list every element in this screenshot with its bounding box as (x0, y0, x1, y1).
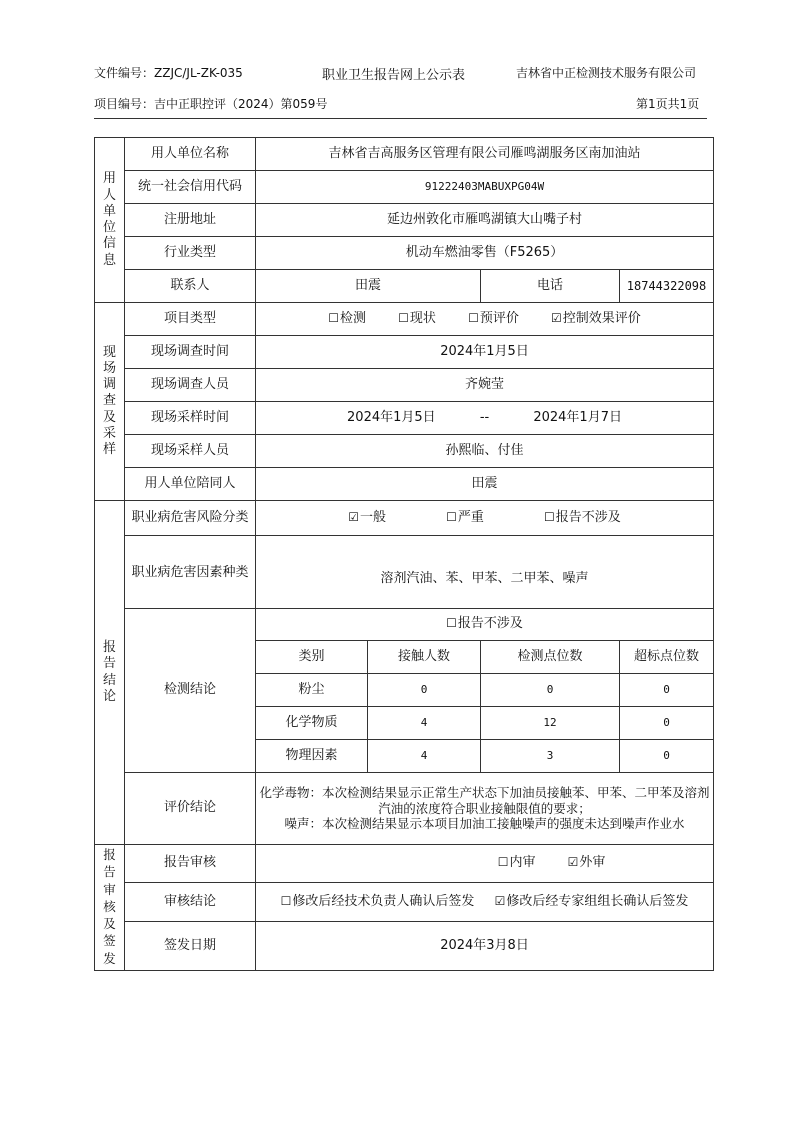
survey-time: 2024年1月5日 (256, 336, 714, 369)
checkbox-icon: ☐ (280, 893, 292, 908)
option-label: 修改后经专家组组长确认后签发 (506, 893, 689, 909)
table-header-points: 检测点位数 (481, 641, 620, 674)
option-label: 一般 (359, 509, 386, 525)
section-report-conclusion (95, 501, 125, 845)
project-type-option[interactable] (328, 311, 366, 327)
issue-date: 2024年3月8日 (256, 922, 714, 971)
conclusion-label: 审核结论 (125, 883, 256, 922)
review-label: 报告审核 (125, 845, 256, 883)
contact-person: 田震 (256, 270, 481, 303)
checked-checkbox-icon: ☑ (551, 310, 562, 325)
table-cell: 4 (368, 707, 481, 740)
project-type-option[interactable] (551, 311, 641, 327)
address: 延边州敦化市雁鸣湖镇大山嘴子村 (256, 204, 714, 237)
checked-checkbox-icon: ☑ (567, 855, 579, 870)
escort: 田震 (256, 468, 714, 501)
option-label: 检测 (340, 310, 367, 326)
hazard-factors: 溶剂汽油、苯、甲苯、二甲苯、噪声 (256, 536, 714, 609)
evaluation-noise: 噪声：本次检测结果显示本项目加油工接触噪声的强度未达到噪声作业水 (284, 816, 685, 832)
project-type-label: 项目类型 (125, 303, 256, 336)
table-header-category: 类别 (256, 641, 368, 674)
risk-option[interactable] (544, 510, 621, 526)
employer-name-label: 用人单位名称 (125, 138, 256, 171)
disclosure-form (94, 137, 714, 971)
section-review-label: 报 告 审 核 及 签 发 (103, 847, 116, 966)
project-type-option[interactable] (468, 311, 519, 327)
industry-label: 行业类型 (125, 237, 256, 270)
surveyor-label: 现场调查人员 (125, 369, 256, 402)
risk-label: 职业病危害风险分类 (125, 501, 256, 536)
option-label: 现状 (409, 310, 436, 326)
header-divider (94, 118, 707, 119)
project-type-option[interactable] (398, 311, 436, 327)
sampling-time-label: 现场采样时间 (125, 402, 256, 435)
document-title: 职业卫生报告网上公示表 (322, 68, 466, 83)
industry-type: 机动车燃油零售（F5265） (256, 237, 714, 270)
risk-option[interactable] (446, 510, 484, 526)
section-report-label: 报 告 结 论 (102, 640, 116, 704)
checkbox-icon: ☐ (446, 509, 457, 524)
sampling-separator: -- (479, 409, 490, 425)
option-label: 预评价 (479, 310, 519, 326)
table-cell: 4 (368, 740, 481, 773)
option-label: 内审 (509, 855, 536, 871)
checkbox-icon: ☐ (497, 855, 509, 870)
sampling-start: 2024年1月5日 (347, 409, 436, 425)
review-option[interactable] (568, 855, 606, 871)
table-cell: 化学物质 (256, 707, 368, 740)
section-review-issue (95, 845, 125, 971)
option-label: 修改后经技术负责人确认后签发 (292, 893, 475, 909)
surveyor: 齐婉莹 (256, 369, 714, 402)
checkbox-icon: ☐ (446, 616, 457, 631)
table-header-exceed: 超标点位数 (620, 641, 714, 674)
contact-label: 联系人 (125, 270, 256, 303)
risk-option[interactable] (348, 510, 386, 526)
checkbox-icon: ☐ (398, 310, 409, 325)
option-label: 严重 (457, 509, 484, 525)
detection-label: 检测结论 (125, 609, 256, 773)
issue-date-label: 签发日期 (125, 922, 256, 971)
table-cell: 12 (481, 707, 620, 740)
section-employer-info (95, 138, 125, 303)
evaluation-chemical: 化学毒物：本次检测结果显示正常生产状态下加油员接触苯、甲苯、二甲苯及溶剂汽油的浓度符合职业接触限值的要求； (259, 785, 710, 816)
sampler-label: 现场采样人员 (125, 435, 256, 468)
page-number: 第1页共1页 (636, 97, 700, 111)
survey-time-label: 现场调查时间 (125, 336, 256, 369)
phone-label: 电话 (481, 270, 620, 303)
credit-code-label: 统一社会信用代码 (125, 171, 256, 204)
conclusion-options (256, 883, 714, 922)
option-label: 报告不涉及 (555, 509, 621, 525)
checked-checkbox-icon: ☑ (494, 893, 506, 908)
option-label: 报告不涉及 (457, 616, 523, 632)
table-cell: 3 (481, 740, 620, 773)
section-employer-label: 用 人 单 位 信 息 (102, 171, 116, 268)
option-label: 控制效果评价 (562, 310, 641, 326)
review-option[interactable] (498, 855, 536, 871)
evaluation-label: 评价结论 (125, 773, 256, 845)
address-label: 注册地址 (125, 204, 256, 237)
section-survey-sampling (95, 303, 125, 501)
sampling-end: 2024年1月7日 (533, 409, 622, 425)
table-cell: 0 (620, 674, 714, 707)
sampler: 孙熙临、付佳 (256, 435, 714, 468)
evaluation-conclusion (256, 773, 714, 845)
checkbox-icon: ☐ (328, 310, 339, 325)
detection-not-applicable[interactable] (256, 609, 714, 641)
factors-label: 职业病危害因素种类 (125, 536, 256, 609)
option-label: 外审 (579, 855, 606, 871)
conclusion-option[interactable] (281, 894, 475, 910)
table-cell: 物理因素 (256, 740, 368, 773)
conclusion-option[interactable] (495, 894, 689, 910)
project-type-options (256, 303, 714, 336)
file-number: 文件编号：ZZJC/JL-ZK-035 (94, 66, 243, 80)
checkbox-icon: ☐ (544, 509, 555, 524)
employer-name: 吉林省吉高服务区管理有限公司雁鸣湖服务区南加油站 (256, 138, 714, 171)
risk-options (256, 501, 714, 536)
project-number: 项目编号：吉中正职控评（2024）第059号 (94, 97, 328, 111)
table-cell: 0 (368, 674, 481, 707)
table-cell: 0 (620, 707, 714, 740)
review-options (256, 845, 714, 883)
escort-label: 用人单位陪同人 (125, 468, 256, 501)
checkbox-icon: ☐ (468, 310, 479, 325)
table-header-exposed: 接触人数 (368, 641, 481, 674)
table-cell: 0 (620, 740, 714, 773)
section-survey-label: 现 场 调 查 及 采 样 (102, 344, 116, 458)
checked-checkbox-icon: ☑ (348, 509, 359, 524)
sampling-time (256, 402, 714, 435)
credit-code: 91222403MABUXPG04W (256, 171, 714, 204)
company-name: 吉林省中正检测技术服务有限公司 (516, 66, 697, 80)
table-cell: 粉尘 (256, 674, 368, 707)
phone-number: 18744322098 (620, 270, 714, 303)
table-cell: 0 (481, 674, 620, 707)
